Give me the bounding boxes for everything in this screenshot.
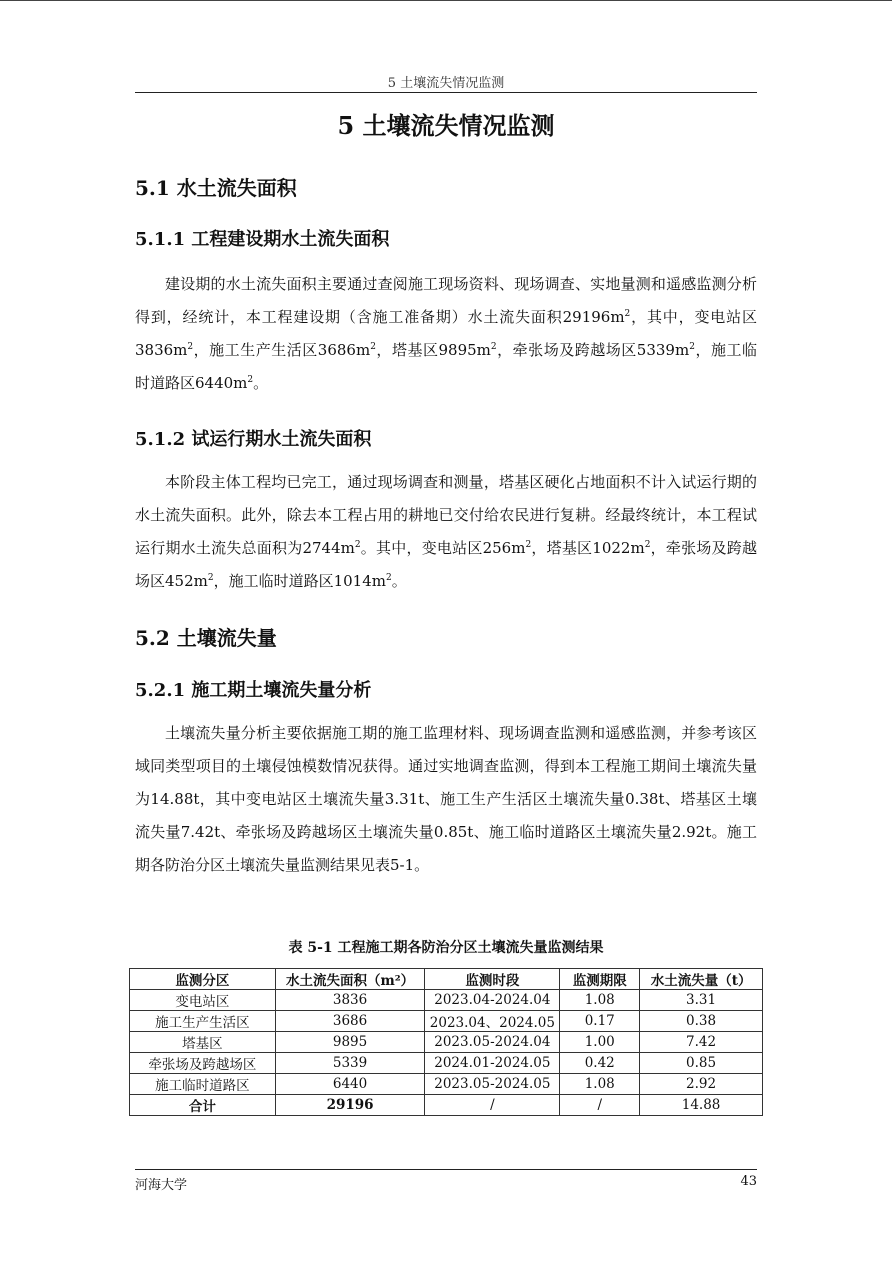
table-row bbox=[130, 1032, 763, 1053]
section-heading-5-1-1: 5.1.1 工程建设期水土流失面积 bbox=[135, 229, 390, 250]
table-cell: 1.08 bbox=[560, 990, 640, 1011]
table-cell: 施工生产生活区 bbox=[130, 1011, 276, 1032]
table-cell: 1.00 bbox=[560, 1032, 640, 1053]
table-cell: 9895 bbox=[275, 1032, 425, 1053]
table-header-row bbox=[130, 969, 763, 990]
table-cell: 2023.04-2024.04 bbox=[425, 990, 560, 1011]
table-cell: 2023.05-2024.04 bbox=[425, 1032, 560, 1053]
table-cell: 6440 bbox=[275, 1074, 425, 1095]
section-heading-5-2-1: 5.2.1 施工期土壤流失量分析 bbox=[135, 680, 372, 701]
table-cell: 3.31 bbox=[640, 990, 763, 1011]
table-cell: 0.42 bbox=[560, 1053, 640, 1074]
table-row bbox=[130, 990, 763, 1011]
table-cell: 0.38 bbox=[640, 1011, 763, 1032]
table-cell: 2023.04、2024.05 bbox=[425, 1011, 560, 1032]
table-cell: 1.08 bbox=[560, 1074, 640, 1095]
table-cell: 合计 bbox=[130, 1095, 276, 1116]
table-cell: 5339 bbox=[275, 1053, 425, 1074]
running-header: 5 土壤流失情况监测 bbox=[387, 76, 505, 91]
table-cell: 牵张场及跨越场区 bbox=[130, 1053, 276, 1074]
table-cell: / bbox=[560, 1095, 640, 1116]
table-cell: 3686 bbox=[275, 1011, 425, 1032]
table-row bbox=[130, 1011, 763, 1032]
table-cell: 14.88 bbox=[640, 1095, 763, 1116]
page-top-border bbox=[0, 0, 892, 1]
table-row bbox=[130, 1074, 763, 1095]
chapter-title: 5 土壤流失情况监测 bbox=[337, 111, 555, 140]
table-cell: 变电站区 bbox=[130, 990, 276, 1011]
paragraph-trial-operation-area: 本阶段主体工程均已完工，通过现场调查和测量，塔基区硬化占地面积不计入试运行期的水土流失面积。此外，除去本工程占用的耕地已交付给农民进行复耕。经最终统计，本工程试运行期水土流失总面积为$2744m^2$。其中，变电站区$256m^2$，塔基区$1022m^2$，牵张场及跨越场区$452m^2$，施工临时道路区$1014m^2$。 bbox=[135, 473, 757, 590]
section-heading-5-1: 5.1 水土流失面积 bbox=[135, 176, 297, 200]
header-rule bbox=[135, 92, 757, 93]
table-header-cell: 水土流失面积（m²） bbox=[275, 969, 425, 990]
table-cell: 0.17 bbox=[560, 1011, 640, 1032]
table-header-cell: 水土流失量（t） bbox=[640, 969, 763, 990]
table-cell: 塔基区 bbox=[130, 1032, 276, 1053]
table-cell: 3836 bbox=[275, 990, 425, 1011]
soil-loss-table bbox=[129, 968, 763, 1116]
table-caption: 表 5-1 工程施工期各防治分区土壤流失量监测结果 bbox=[288, 940, 604, 956]
section-heading-5-2: 5.2 土壤流失量 bbox=[135, 626, 277, 650]
footer-institution: 河海大学 bbox=[135, 1178, 188, 1193]
table-total-row bbox=[130, 1095, 763, 1116]
paragraph-construction-area: 建设期的水土流失面积主要通过查阅施工现场资料、现场调查、实地量测和遥感监测分析得到，经统计，本工程建设期（含施工准备期）水土流失面积$29196m^2$，其中，变电站区$3836m^2$，施工生产生活区$3686m^2$，塔基区$9895m^2$，牵张场及跨越场区$5339m^2$，施工临时道路区$6440m^2$。 bbox=[135, 275, 757, 392]
paragraph-soil-loss-analysis: 土壤流失量分析主要依据施工期的施工监理材料、现场调查监测和遥感监测，并参考该区域同类型项目的土壤侵蚀模数情况获得。通过实地调查监测，得到本工程施工期间土壤流失量为14.88t，其中变电站区土壤流失量3.31t、施工生产生活区土壤流失量0.38t、塔基区土壤流失量7.42t、牵张场及跨越场区土壤流失量0.85t、施工临时道路区土壤流失量2.92t。施工期各防治分区土壤流失量监测结果见表5-1。 bbox=[135, 724, 757, 874]
footer-rule bbox=[135, 1169, 757, 1170]
table-cell: 2023.05-2024.05 bbox=[425, 1074, 560, 1095]
table-cell: 29196 bbox=[275, 1095, 425, 1116]
table-header-cell: 监测期限 bbox=[560, 969, 640, 990]
table-cell: 2024.01-2024.05 bbox=[425, 1053, 560, 1074]
section-heading-5-1-2: 5.1.2 试运行期水土流失面积 bbox=[135, 429, 372, 450]
table-cell: 2.92 bbox=[640, 1074, 763, 1095]
table-cell: 7.42 bbox=[640, 1032, 763, 1053]
table-row bbox=[130, 1053, 763, 1074]
table-cell: 0.85 bbox=[640, 1053, 763, 1074]
table-cell: 施工临时道路区 bbox=[130, 1074, 276, 1095]
table-cell: / bbox=[425, 1095, 560, 1116]
table-header-cell: 监测时段 bbox=[425, 969, 560, 990]
page-number: 43 bbox=[740, 1174, 757, 1189]
table-header-cell: 监测分区 bbox=[130, 969, 276, 990]
